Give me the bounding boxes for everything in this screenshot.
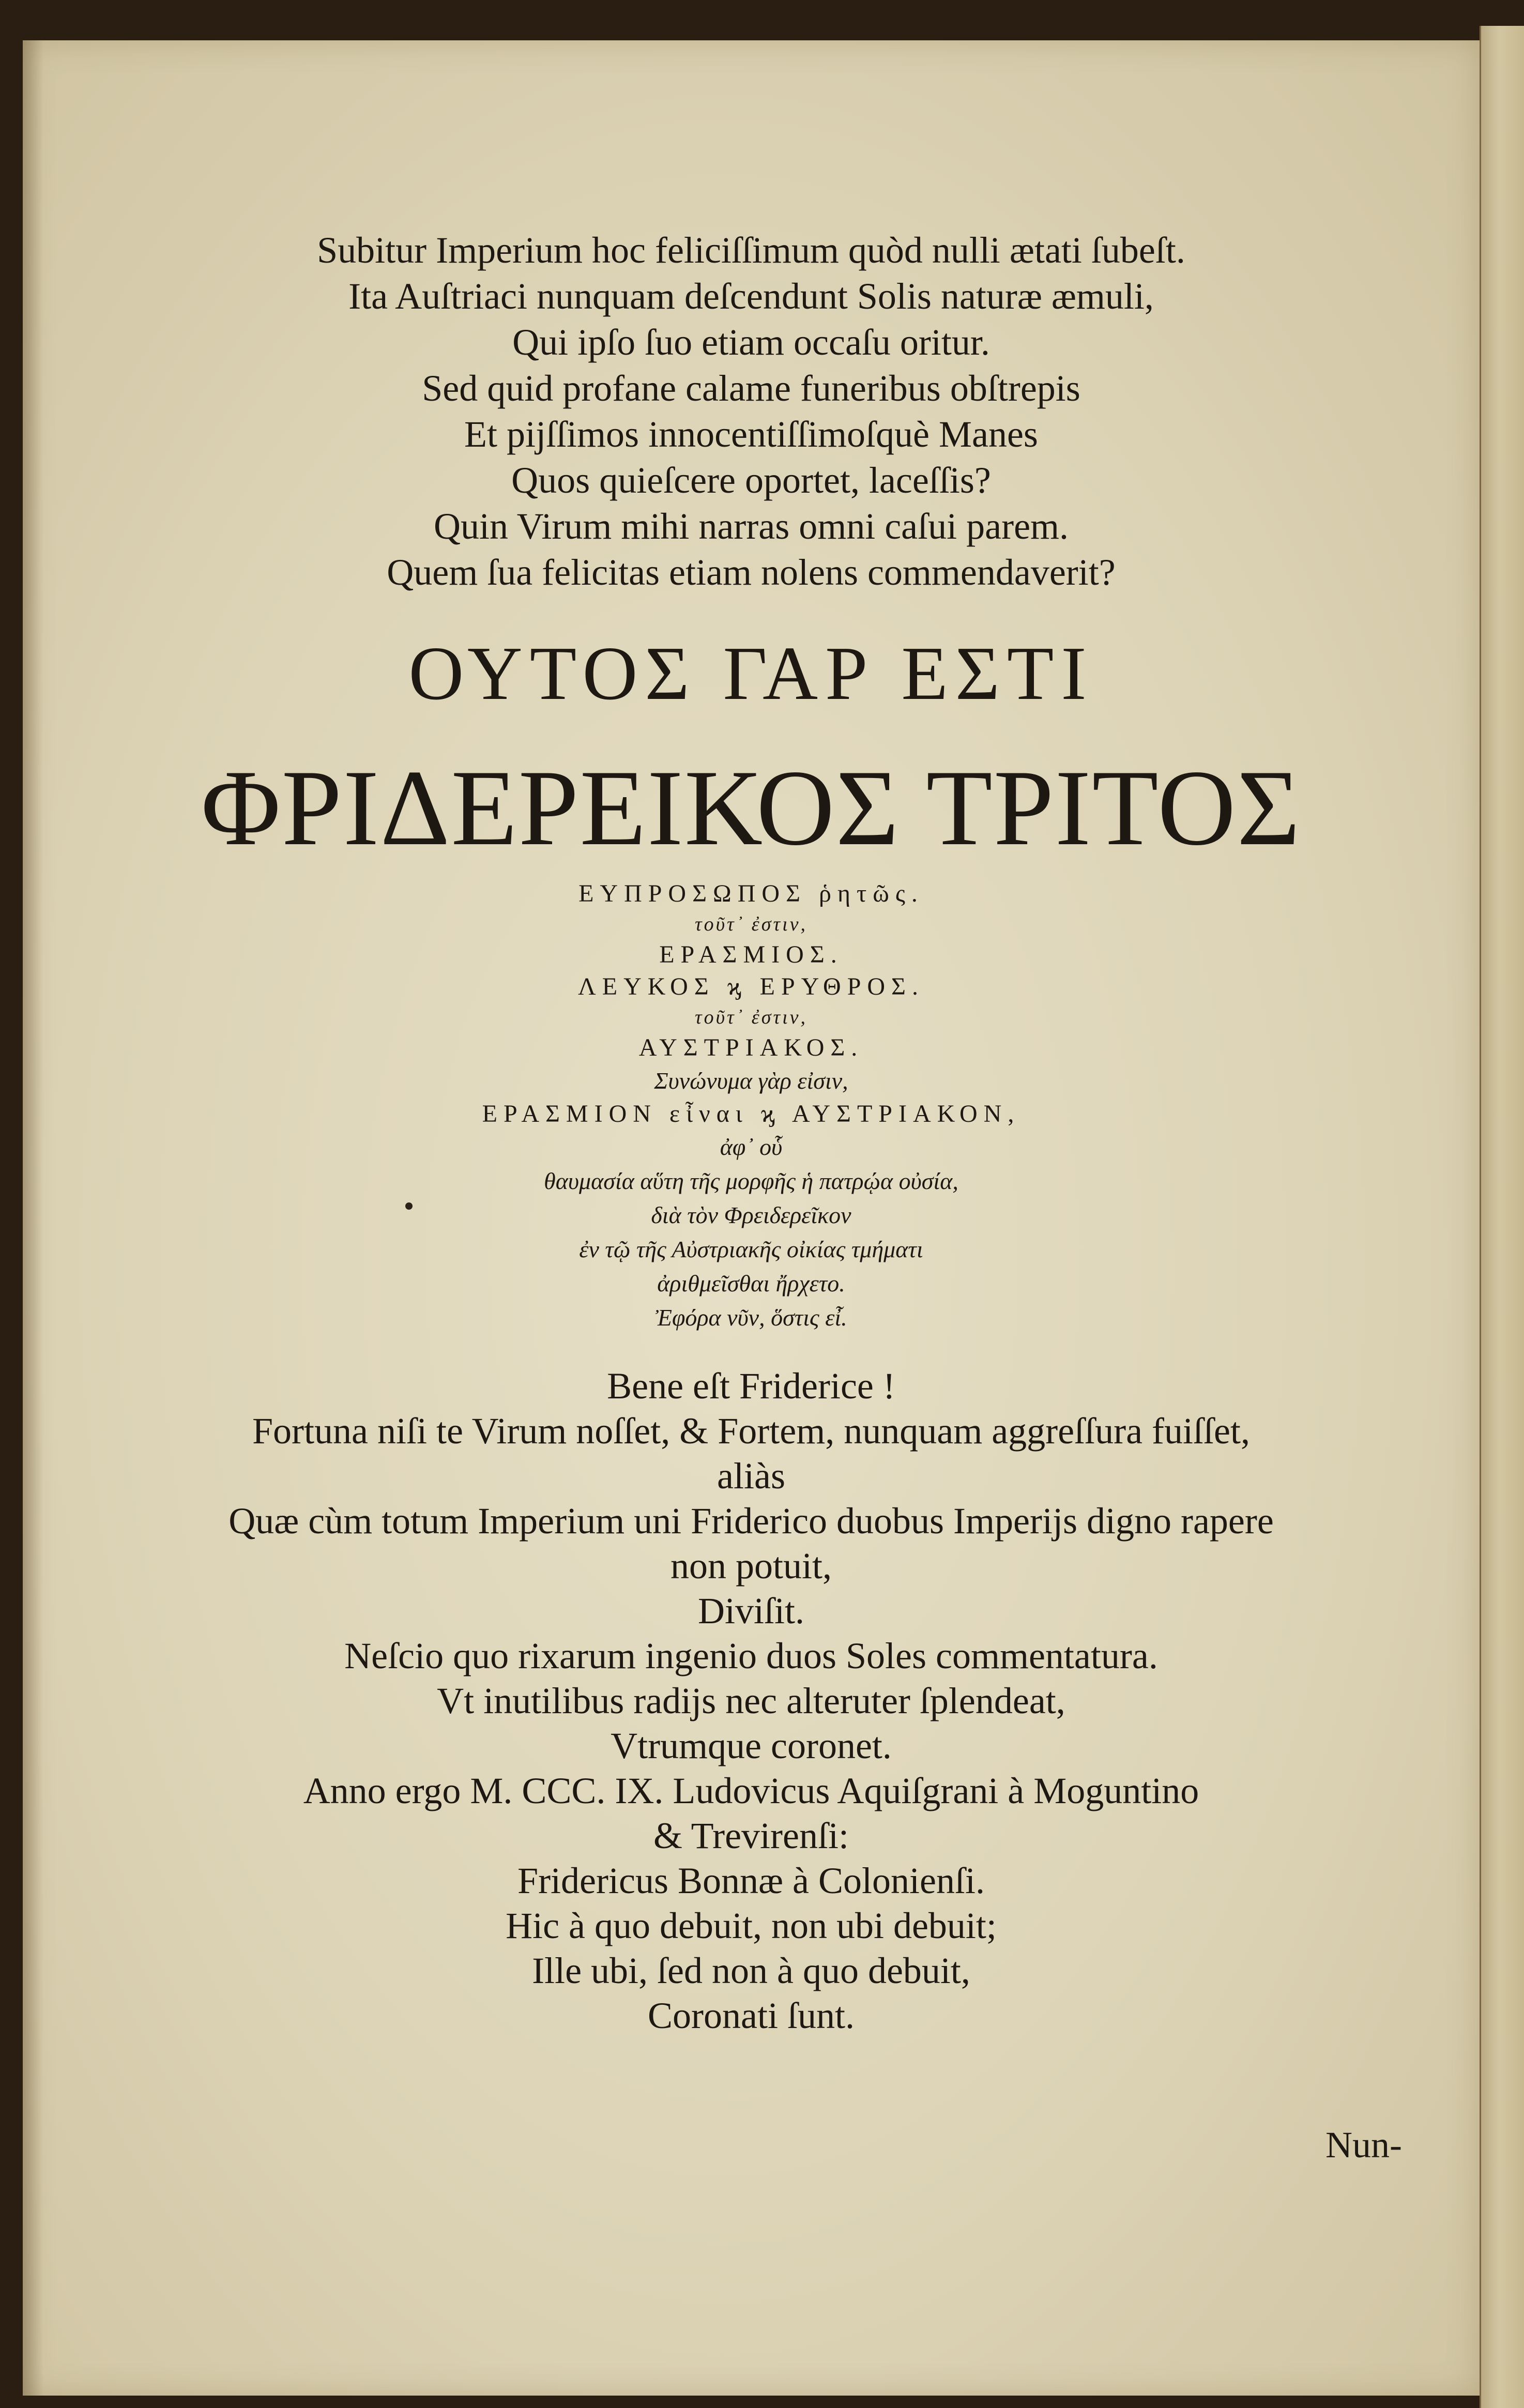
greek-line: ἐν τῷ τῆς Αὐστριακῆς οἰκίας τμήματι — [579, 1236, 923, 1262]
closing-line: Diviſit. — [697, 1590, 804, 1632]
greek-title — [23, 749, 1480, 867]
verse-line: Subitur Imperium hoc feliciſſimum quòd nulli ætati ſubeſt. — [317, 230, 1185, 271]
greek-line: Ἐφόρα νῦν, ὅστις εἶ. — [655, 1304, 847, 1331]
greek-text-block — [23, 878, 1480, 1335]
closing-line: Quæ cùm totum Imperium uni Friderico duobus Imperijs digno rapere — [228, 1500, 1274, 1542]
closing-line: Hic à quo debuit, non ubi debuit; — [506, 1905, 997, 1946]
closing-line: Coronati ſunt. — [648, 1995, 855, 2036]
verse-line: Ita Auſtriaci nunquam deſcendunt Solis naturæ æmuli, — [348, 276, 1154, 317]
catchword: Nun- — [1325, 2124, 1402, 2166]
greek-line: τοῦτ᾽ ἐστιν, — [694, 913, 808, 935]
heading-line-1: ΟΥΤΟΣ ΓΑΡ ΕΣΤΙ — [408, 631, 1094, 716]
closing-line: Fortuna niſi te Virum noſſet, & Fortem, nunquam aggreſſura fuiſſet, — [252, 1410, 1250, 1452]
verse-line: Quem ſua felicitas etiam nolens commendaverit? — [387, 552, 1116, 593]
greek-line: ΕΡΑΣΜΙΟΝ εἶναι ϗ ΑΥΣΤΡΙΑΚΟΝ, — [482, 1100, 1020, 1127]
greek-line: ἀριθμεῖσθαι ἤρχετο. — [657, 1270, 845, 1297]
closing-line: & Trevirenſi: — [653, 1815, 849, 1856]
closing-line: Neſcio quo rixarum ingenio duos Soles commentatura. — [344, 1635, 1158, 1677]
greek-line: διὰ τὸν Φρειδερεῖκον — [651, 1202, 851, 1228]
heading-line-2: ΦΡΙΔΕΡΕΙΚΟΣ ΤΡΙΤΟΣ — [201, 748, 1301, 868]
closing-line: Ille ubi, ſed non à quo debuit, — [532, 1950, 970, 1991]
closing-line: aliàs — [717, 1455, 785, 1497]
verse-line: Et pijſſimos innocentiſſimoſquè Manes — [464, 414, 1038, 455]
verse-line: Sed quid profane calame funeribus obſtrepis — [422, 368, 1080, 409]
greek-line: ΑΥΣΤΡΙΑΚΟΣ. — [638, 1034, 864, 1061]
closing-line: Vt inutilibus radijs nec alteruter ſplendeat, — [437, 1680, 1065, 1721]
greek-line: ΕΥΠΡΟΣΩΠΟΣ ῥητῶς. — [578, 880, 924, 907]
closing-line: non potuit, — [670, 1545, 832, 1587]
closing-line: Fridericus Bonnæ à Colonienſi. — [517, 1860, 985, 1901]
latin-verse-block — [23, 227, 1480, 596]
greek-line: θαυμασία αὕτη τῆς μορφῆς ἡ πατρῴα οὐσία, — [544, 1168, 958, 1194]
verse-line: Quin Virum mihi narras omni caſui parem. — [433, 506, 1069, 547]
greek-line: ΛΕΥΚΟΣ ϗ ΕΡΥΘΡΟΣ. — [577, 973, 924, 1000]
greek-line: ἀφ᾽ οὗ — [720, 1134, 783, 1160]
verse-line: Qui ipſo ſuo etiam occaſu oritur. — [512, 322, 990, 363]
ink-blot — [405, 1202, 413, 1210]
closing-line: Bene eſt Friderice ! — [607, 1365, 895, 1407]
greek-line: Συνώνυμα γὰρ εἰσιν, — [654, 1068, 848, 1094]
greek-line: τοῦτ᾽ ἐστιν, — [694, 1007, 808, 1028]
greek-heading — [23, 630, 1480, 718]
book-page — [23, 40, 1480, 2396]
latin-closing-block — [23, 1364, 1480, 2038]
verse-line: Quos quieſcere oportet, laceſſis? — [511, 460, 991, 501]
closing-line: Anno ergo M. CCC. IX. Ludovicus Aquiſgrani à Moguntino — [303, 1770, 1199, 1811]
closing-line: Vtrumque coronet. — [611, 1725, 892, 1766]
greek-line: ΕΡΑΣΜΙΟΣ. — [659, 941, 843, 968]
adjacent-page-edge — [1480, 26, 1524, 2408]
